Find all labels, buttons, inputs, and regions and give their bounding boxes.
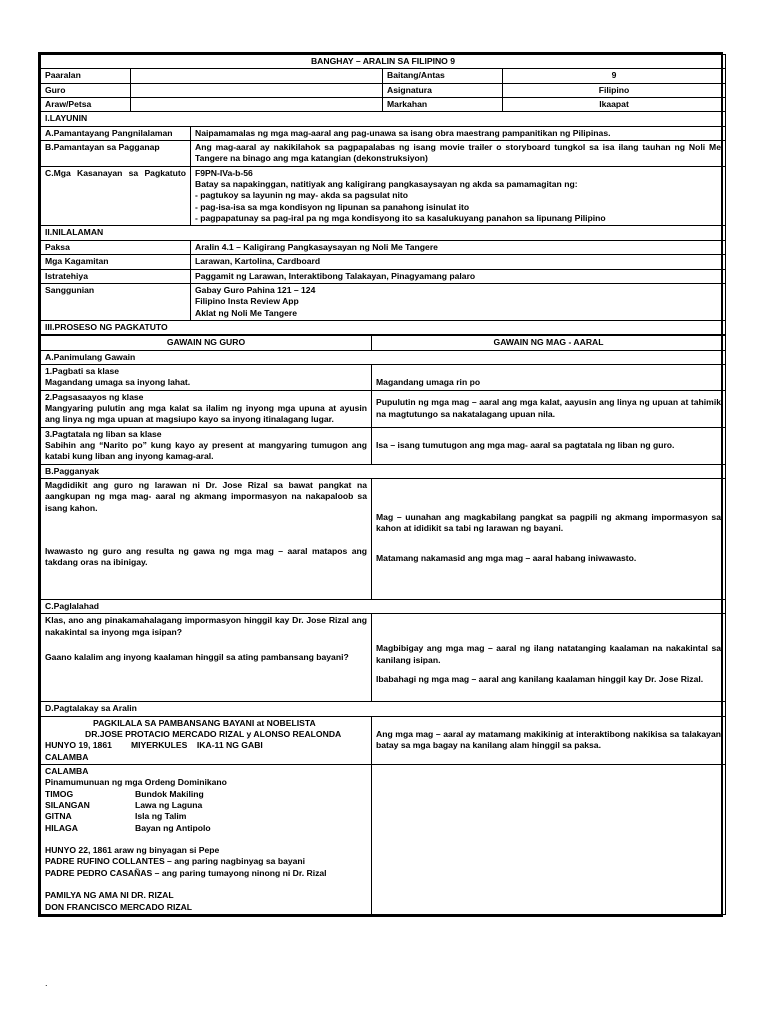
- pagsasaayos-guro-text: Mangyaring pulutin ang mga kalat sa ilalim ng inyong mga upuna at ayusin ang linya ng mga upuan at magsiupo kayo sa inyong itinalagang lugar.: [45, 402, 367, 425]
- pagtatala-label: 3.Pagtatala ng liban sa klase: [45, 428, 162, 439]
- padre-rufino: PADRE RUFINO COLLANTES – ang paring nagbinyag sa bayani: [45, 856, 306, 867]
- footer-mark: .: [45, 978, 48, 988]
- layunin-b-row: [41, 141, 726, 167]
- talakay-time: IKA-11 NG GABI: [196, 740, 263, 751]
- calamba-text: Pinamumunuan ng mga Ordeng Dominikano: [45, 777, 227, 788]
- ama-name: DON FRANCISCO MERCADO RIZAL: [45, 901, 193, 912]
- direction-place: Isla ng Talim: [135, 811, 187, 822]
- layunin-heading-row: [41, 112, 726, 126]
- pagganyak-aaral-text: Mag – uunahan ang magkabilang pangkat sa pagpili ng akmang impormasyon sa kahon at ididikit sa tabi ng larawan ng bayani.: [376, 512, 721, 534]
- sanggunian-item: Filipino Insta Review App: [195, 296, 299, 307]
- guro-value: [131, 83, 383, 97]
- paglalahad-aaral: [372, 614, 726, 702]
- direction-label: GITNA: [45, 811, 72, 822]
- proseso-heading-row: [41, 320, 726, 334]
- pagganyak-heading: B.Pagganyak: [41, 464, 726, 478]
- direction-label: SILANGAN: [45, 800, 90, 811]
- direction-place: Bayan ng Antipolo: [135, 822, 211, 833]
- baitang-value: 9: [503, 69, 726, 83]
- kagamitan-row: [41, 255, 726, 269]
- nilalaman-heading: II.NILALAMAN: [41, 226, 726, 240]
- pagganap-text: Ang mag-aaral ay nakikilahok sa pagpapalabas ng isang movie trailer o storyboard tungkol sa isa ilang tauhan ng Noli Me Tangere na binago ang mga katangian (dekonstruksiyon): [191, 141, 726, 167]
- pagtatala-row: [41, 427, 726, 464]
- proseso-column-headers: [41, 336, 726, 350]
- info-row-paaralan: [41, 69, 726, 83]
- pamantayang-label: A.Pamantayang Pangnilalaman: [41, 126, 191, 140]
- info-row-guro: [41, 83, 726, 97]
- araw-value: [131, 98, 383, 112]
- istratehiya-value: Paggamit ng Larawan, Interaktibong Talakayan, Pinagyamang palaro: [191, 269, 726, 283]
- pagganyak-guro: [41, 479, 372, 600]
- talakay-birth: [45, 740, 367, 751]
- pagtalakay-heading-row: [41, 702, 726, 716]
- paglalahad-guro-text: Klas, ano ang pinakamahalagang impormasyon hinggil kay Dr. Jose Rizal ang nakakintal sa inyong mga isipan?: [45, 615, 367, 637]
- istratehiya-row: [41, 269, 726, 283]
- paglalahad-row: [41, 614, 726, 702]
- talakay-name: DR.JOSE PROTACIO MERCADO RIZAL y ALONSO REALONDA: [85, 729, 342, 740]
- kasanayan-line: Batay sa napakinggan, natitiyak ang kaligirang pangkasaysayan ng akda sa pamamagitan ng:: [195, 179, 578, 190]
- pagbati-guro: [41, 364, 372, 390]
- pagsasaayos-guro: [41, 390, 372, 427]
- pagganyak-heading-row: [41, 464, 726, 478]
- proseso-heading: III.PROSESO NG PAGKATUTO: [41, 320, 726, 334]
- pagganap-label: B.Pamantayan sa Pagganap: [41, 141, 191, 167]
- talakay-title: PAGKILALA SA PAMBANSANG BAYANI at NOBELISTA: [93, 717, 316, 728]
- calamba-heading: CALAMBA: [45, 766, 89, 777]
- pagtalakay-guro: [41, 716, 372, 764]
- lesson-plan-table: [40, 54, 726, 335]
- calamba-content: [41, 765, 372, 915]
- gawain-aaral-header: GAWAIN NG MAG - AARAL: [372, 336, 726, 350]
- baitang-label: Baitang/Antas: [383, 69, 503, 83]
- asignatura-label: Asignatura: [383, 83, 503, 97]
- pagganyak-aaral-text: Matamang nakamasid ang mga mag – aaral habang iniwawasto.: [376, 552, 637, 563]
- talakay-date: HUNYO 19, 1861: [45, 740, 112, 751]
- direction-place: Bundok Makiling: [135, 788, 204, 799]
- kasanayan-label: C.Mga Kasanayan sa Pagkatuto: [41, 166, 191, 226]
- direction-label: HILAGA: [45, 822, 78, 833]
- lesson-plan-sheet: [38, 52, 723, 917]
- guro-label: Guro: [41, 83, 131, 97]
- sanggunian-row: [41, 283, 726, 320]
- document-title: BANGHAY – ARALIN SA FILIPINO 9: [41, 55, 726, 69]
- pagganyak-guro-text: Iwawasto ng guro ang resulta ng gawa ng mga mag – aaral matapos ang takdang oras na ibinigay.: [45, 546, 367, 568]
- pagganyak-guro-text: Magdidikit ang guro ng larawan ni Dr. Jose Rizal sa bawat pangkat na aangkupan ng mga mag- aaral ng akmang impormasyon na nakapaloob sa isang kahon.: [45, 480, 367, 513]
- paglalahad-guro-text: Gaano kalalim ang inyong kaalaman hinggil sa ating pambansang bayani?: [45, 652, 349, 663]
- paglalahad-aaral-text: Magbibigay ang mga mag – aaral ng ilang natatanging kaalaman na nakakintal sa kanilang isipan.: [376, 643, 721, 665]
- asignatura-value: Filipino: [503, 83, 726, 97]
- nilalaman-heading-row: [41, 226, 726, 240]
- paksa-value: Aralin 4.1 – Kaligirang Pangkasaysayan ng Noli Me Tangere: [191, 240, 726, 254]
- kasanayan-line: - pagtukoy sa layunin ng may- akda sa pagsulat nito: [195, 190, 408, 201]
- pamilya-heading: PAMILYA NG AMA NI DR. RIZAL: [45, 890, 174, 901]
- pagsasaayos-aaral: Pupulutin ng mga mag – aaral ang mga kalat, aayusin ang linya ng upuan at tahimik na magtutungo sa nakatalagang upuan nila.: [372, 390, 726, 427]
- direction-label: TIMOG: [45, 788, 74, 799]
- markahan-value: Ikaapat: [503, 98, 726, 112]
- kasanayan-code: F9PN-IVa-b-56: [195, 167, 253, 178]
- panimulang-heading: A.Panimulang Gawain: [41, 350, 726, 364]
- pagtatala-guro-text: Sabihin ang “Narito po” kung kayo ay present at mangyaring tumugon ang katabi kung liban ang inyong kamag-aral.: [45, 439, 367, 462]
- gawain-guro-header: GAWAIN NG GURO: [41, 336, 372, 350]
- kasanayan-line: - pag-isa-isa sa mga kondisyon ng lipunan sa panahong isinulat ito: [195, 201, 470, 212]
- istratehiya-label: Istratehiya: [41, 269, 191, 283]
- paglalahad-guro: [41, 614, 372, 702]
- proseso-table: [40, 335, 726, 915]
- direction-row: [45, 800, 367, 811]
- info-row-araw: [41, 98, 726, 112]
- kagamitan-label: Mga Kagamitan: [41, 255, 191, 269]
- direction-row: [45, 789, 367, 800]
- layunin-heading: I.LAYUNIN: [41, 112, 726, 126]
- paksa-label: Paksa: [41, 240, 191, 254]
- pagtalakay-aaral: Ang mga mag – aaral ay matamang makikinig at interaktibong nakikisa sa talakayan batay sa mga bagay na kanilang alam hinggil sa paksa.: [372, 716, 726, 764]
- araw-label: Araw/Petsa: [41, 98, 131, 112]
- binyag-text: HUNYO 22, 1861 araw ng binyagan si Pepe: [45, 845, 220, 856]
- padre-pedro: PADRE PEDRO CASAÑAS – ang paring tumayong ninong ni Dr. Rizal: [45, 867, 327, 878]
- paksa-row: [41, 240, 726, 254]
- paglalahad-heading: C.Paglalahad: [41, 600, 726, 614]
- pagbati-row: [41, 364, 726, 390]
- pagsasaayos-label: 2.Pagsasaayos ng klase: [45, 391, 144, 402]
- talakay-place: CALAMBA: [45, 751, 89, 762]
- layunin-a-row: [41, 126, 726, 140]
- direction-row: [45, 811, 367, 822]
- sanggunian-label: Sanggunian: [41, 283, 191, 320]
- paglalahad-aaral-text: Ibabahagi ng mga mag – aaral ang kanilang kaalaman hinggil kay Dr. Jose Rizal.: [376, 674, 704, 685]
- kasanayan-text: [191, 166, 726, 226]
- calamba-aaral-empty: [372, 765, 726, 915]
- kasanayan-line: - pagpapatunay sa pag-iral pa ng mga kondisyong ito sa kasalukuyang panahon sa lipunang Pilipino: [195, 213, 606, 224]
- paaralan-label: Paaralan: [41, 69, 131, 83]
- layunin-c-row: [41, 166, 726, 226]
- pagtalakay-heading: D.Pagtalakay sa Aralin: [41, 702, 726, 716]
- kagamitan-value: Larawan, Kartolina, Cardboard: [191, 255, 726, 269]
- direction-place: Lawa ng Laguna: [135, 800, 203, 811]
- pagbati-aaral: Magandang umaga rin po: [372, 364, 726, 390]
- paaralan-value: [131, 69, 383, 83]
- pagbati-guro-text: Magandang umaga sa inyong lahat.: [45, 377, 191, 388]
- pagtatala-aaral: Isa – isang tumutugon ang mga mag- aaral sa pagtatala ng liban ng guro.: [372, 427, 726, 464]
- pagtatala-guro: [41, 427, 372, 464]
- pagganyak-aaral: [372, 479, 726, 600]
- talakay-day: MIYERKULES: [130, 740, 188, 751]
- sanggunian-item: Aklat ng Noli Me Tangere: [195, 307, 298, 318]
- markahan-label: Markahan: [383, 98, 503, 112]
- pagtalakay-row: [41, 716, 726, 764]
- pamantayang-text: Naipamamalas ng mga mag-aaral ang pag-unawa sa isang obra maestrang pampanitikan ng Pilipinas.: [191, 126, 726, 140]
- pagbati-label: 1.Pagbati sa klase: [45, 365, 120, 376]
- pagsasaayos-row: [41, 390, 726, 427]
- panimulang-heading-row: [41, 350, 726, 364]
- sanggunian-value: [191, 283, 726, 320]
- pagganyak-row: [41, 479, 726, 600]
- direction-row: [45, 823, 367, 834]
- title-row: [41, 55, 726, 69]
- sanggunian-item: Gabay Guro Pahina 121 – 124: [195, 284, 316, 295]
- paglalahad-heading-row: [41, 600, 726, 614]
- calamba-row: [41, 765, 726, 915]
